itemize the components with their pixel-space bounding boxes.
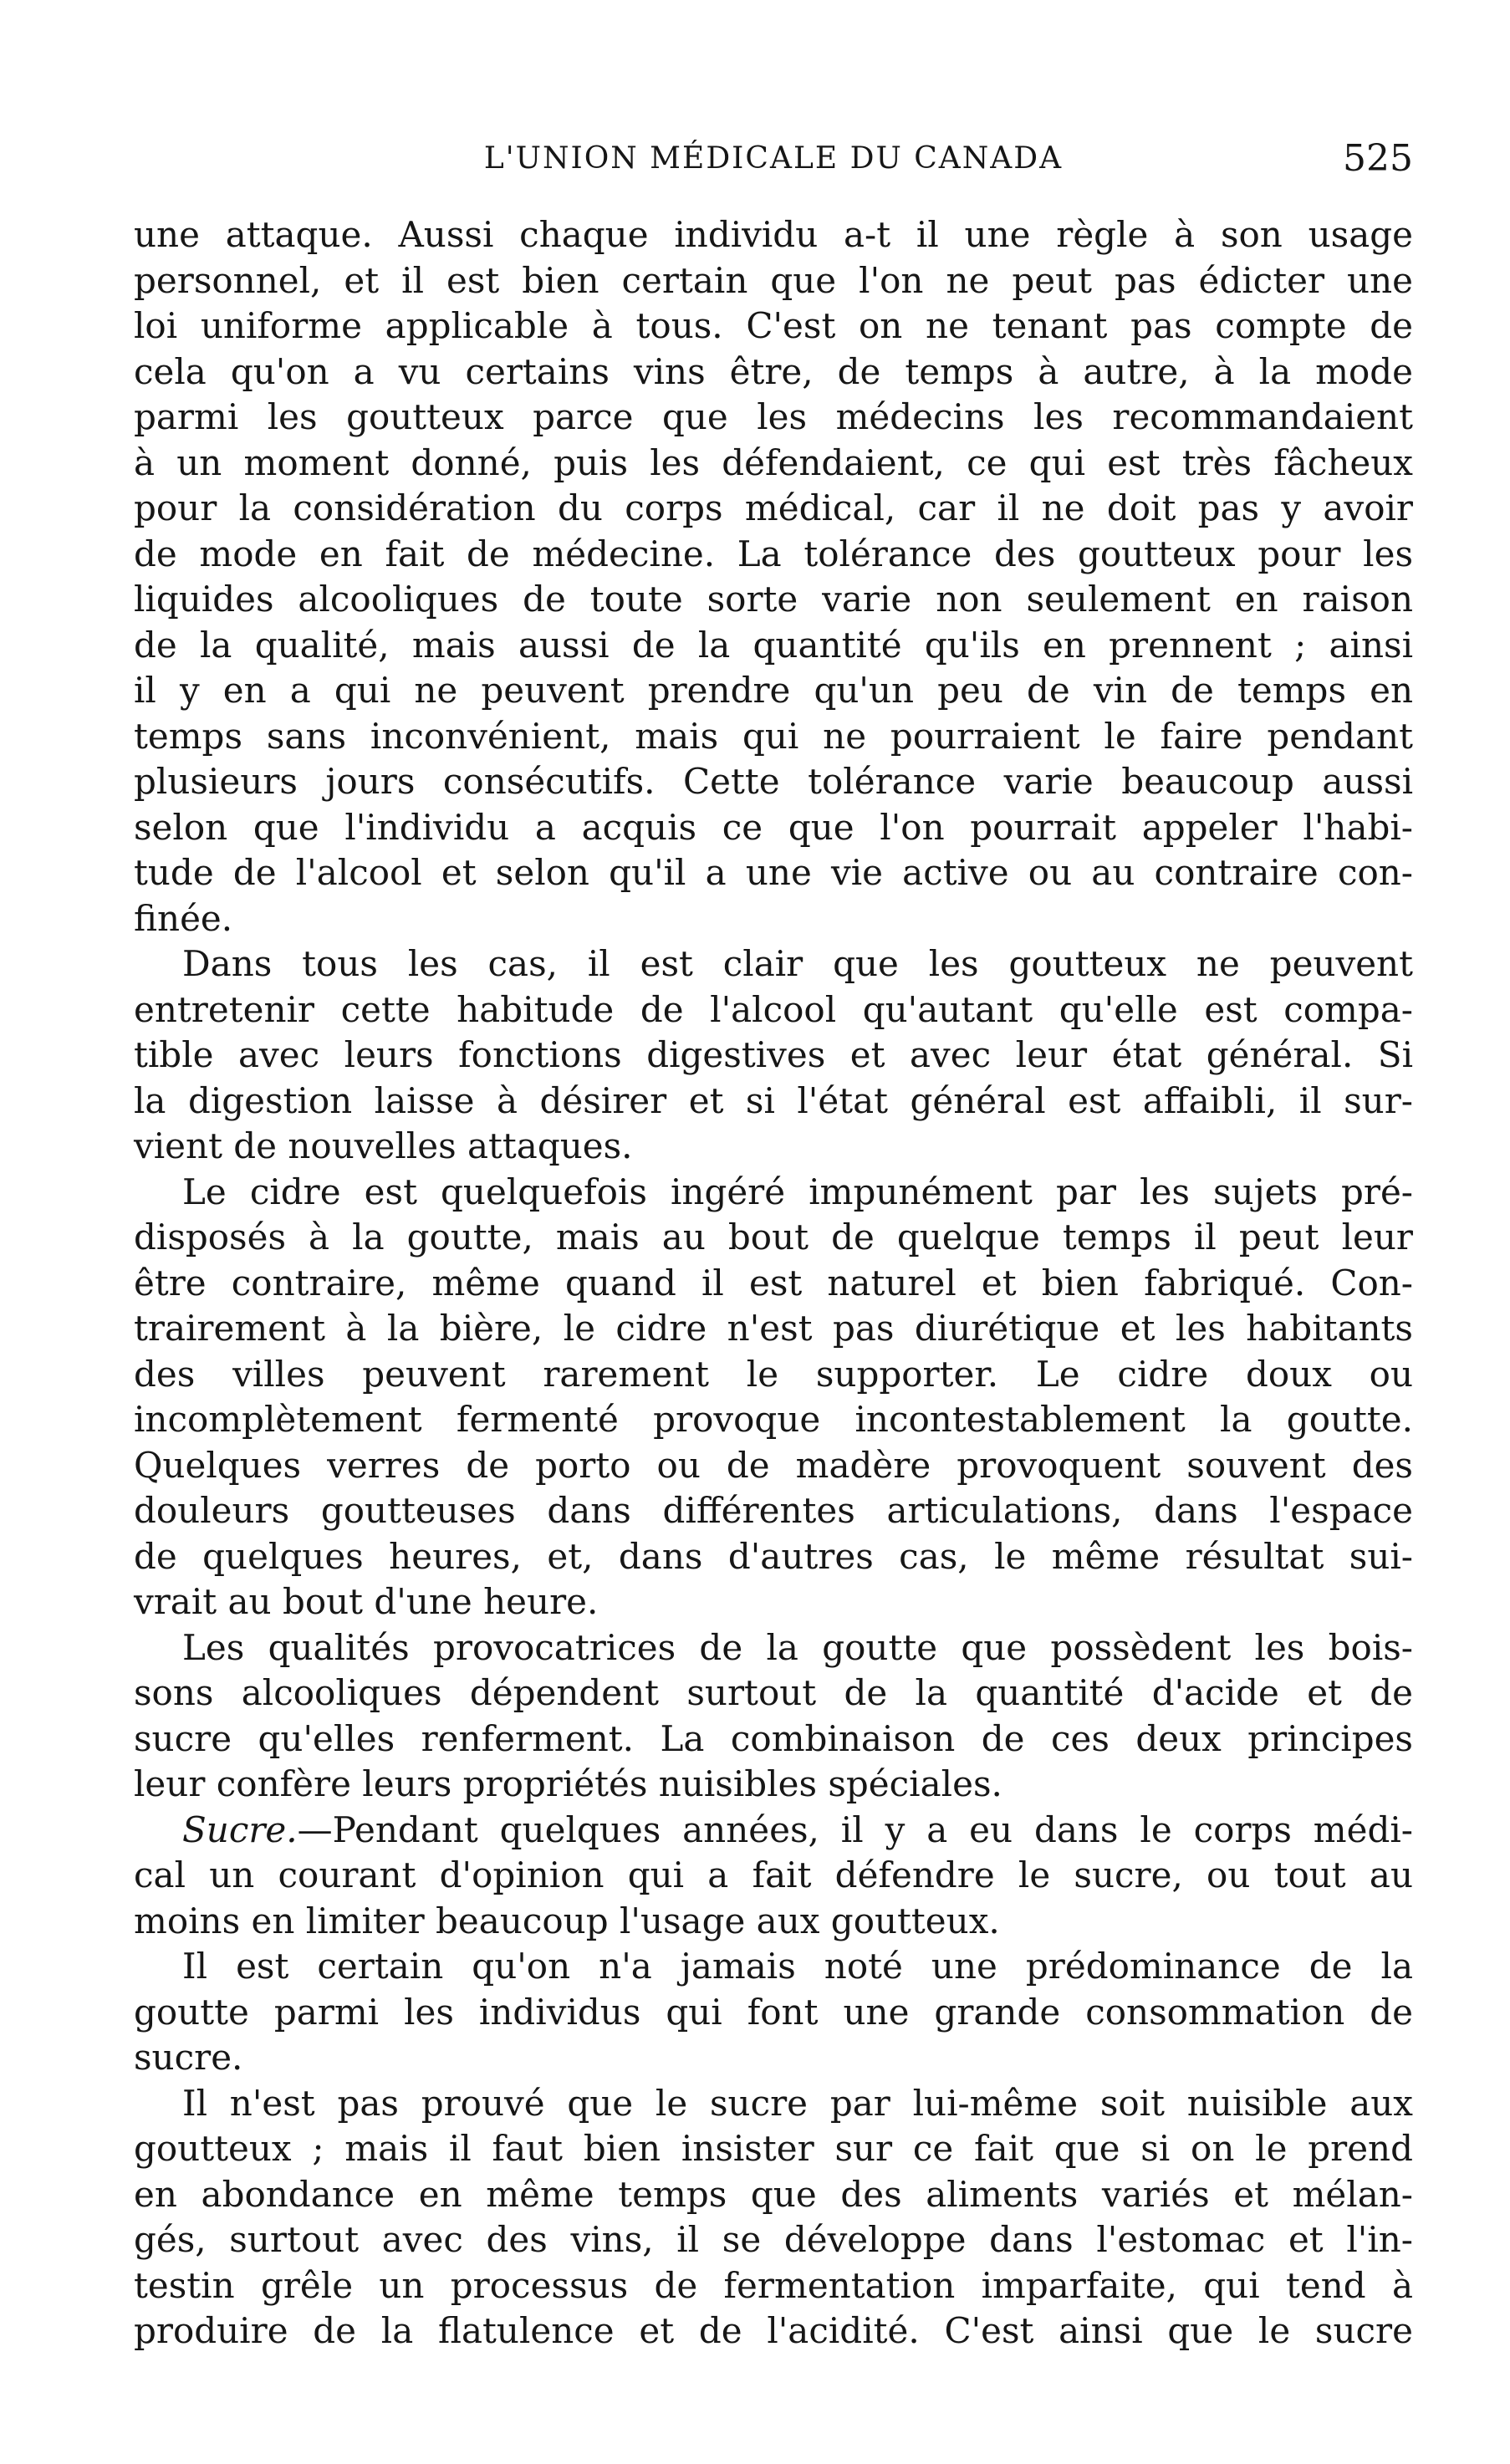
paragraph [134,941,1413,1170]
text-run: —Pendant quelques années, il y a eu dans le corps médi- [297,1808,1413,1850]
text-line: Le cidre est quelquefois ingéré impunément par les sujets pré- [182,1171,1413,1212]
paragraph [134,1170,1413,1625]
text-line: liquides alcooliques de toute sorte varie non seulement en raison [134,579,1413,620]
text-line: Quelques verres de porto ou de madère provoquent souvent des [134,1444,1413,1486]
text-line: cal un courant d'opinion qui a fait défendre le sucre, ou tout au [134,1854,1413,1895]
paragraph [134,1808,1413,1945]
text-line: moins en limiter beaucoup l'usage aux goutteux. [134,1900,1000,1941]
text-line: la digestion laisse à désirer et si l'état général est affaibli, il sur- [134,1079,1413,1121]
page-header [134,134,1413,184]
text-line: sucre. [134,2037,243,2078]
text-line: parmi les goutteux parce que les médecins les recommandaient [134,396,1413,437]
text-line: loi uniforme applicable à tous. C'est on ne tenant pas compte de [134,305,1413,346]
text-line: incomplètement fermenté provoque incontestablement la goutte. [134,1399,1413,1440]
text-line: goutte parmi les individus qui font une grande consommation de [134,1991,1413,2033]
running-head: L'UNION MÉDICALE DU CANADA [483,141,1064,176]
text-line: douleurs goutteuses dans différentes articulations, dans l'espace [134,1490,1413,1531]
text-line: selon que l'individu a acquis ce que l'on pourrait appeler l'habi- [134,806,1413,848]
text-line: vient de nouvelles attaques. [134,1125,633,1166]
text-line: Il n'est pas prouvé que le sucre par lui-même soit nuisible aux [182,2082,1413,2124]
text-line: être contraire, même quand il est naturel et bien fabriqué. Con- [134,1262,1413,1303]
paragraph [134,1944,1413,2081]
text-line: Il est certain qu'on n'a jamais noté une prédominance de la [182,1946,1413,1987]
text-line: vrait au bout d'une heure. [134,1581,599,1622]
text-line: produire de la flatulence et de l'acidité. C'est ainsi que le sucre [134,2310,1413,2351]
text-line: des villes peuvent rarement le supporter. Le cidre doux ou [134,1353,1413,1395]
text-line: une attaque. Aussi chaque individu a-t il une règle à son usage [134,214,1413,255]
text-line: en abondance en même temps que des aliments variés et mélan- [134,2173,1413,2215]
text-line: il y en a qui ne peuvent prendre qu'un peu de vin de temps en [134,670,1413,711]
text-line [134,1808,1413,1854]
text-line: finée. [134,897,233,939]
section-lead: Sucre. [182,1808,298,1850]
text-line: sons alcooliques dépendent surtout de la quantité d'acide et de [134,1672,1413,1713]
text-line: tible avec leurs fonctions digestives et avec leur état général. Si [134,1034,1413,1075]
text-line: Les qualités provocatrices de la goutte que possèdent les bois- [182,1626,1413,1668]
text-line: de mode en fait de médecine. La tolérance des goutteux pour les [134,533,1413,574]
text-line: Dans tous les cas, il est clair que les goutteux ne peuvent [182,943,1413,984]
text-line: de quelques heures, et, dans d'autres cas, le même résultat sui- [134,1535,1413,1577]
paragraph [134,212,1413,941]
text-line: cela qu'on a vu certains vins être, de temps à autre, à la mode [134,350,1413,392]
text-line: disposés à la goutte, mais au bout de quelque temps il peut leur [134,1217,1413,1258]
paragraph [134,1625,1413,1808]
text-line: testin grêle un processus de fermentation imparfaite, qui tend à [134,2264,1413,2306]
text-line: trairement à la bière, le cidre n'est pas diurétique et les habitants [134,1308,1413,1349]
body-text [134,212,1413,2354]
text-line: à un moment donné, puis les défendaient, ce qui est très fâcheux [134,441,1413,483]
text-line: tude de l'alcool et selon qu'il a une vie active ou au contraire con- [134,852,1413,893]
text-line: plusieurs jours consécutifs. Cette tolérance varie beaucoup aussi [134,761,1413,802]
text-line: de la qualité, mais aussi de la quantité qu'ils en prennent ; ainsi [134,624,1413,666]
text-line: pour la considération du corps médical, car il ne doit pas y avoir [134,487,1413,528]
text-line: sucre qu'elles renferment. La combinaison de ces deux principes [134,1717,1413,1759]
text-line: goutteux ; mais il faut bien insister sur ce fait que si on le prend [134,2128,1413,2169]
paragraph [134,2081,1413,2354]
page-number: 525 [1343,137,1413,180]
text-line: leur confère leurs propriétés nuisibles spéciales. [134,1763,1002,1804]
text-line: temps sans inconvénient, mais qui ne pourraient le faire pendant [134,715,1413,757]
text-line: entretenir cette habitude de l'alcool qu'autant qu'elle est compa- [134,988,1413,1030]
text-line: personnel, et il est bien certain que l'on ne peut pas édicter une [134,259,1413,301]
text-line: gés, surtout avec des vins, il se développe dans l'estomac et l'in- [134,2219,1413,2260]
